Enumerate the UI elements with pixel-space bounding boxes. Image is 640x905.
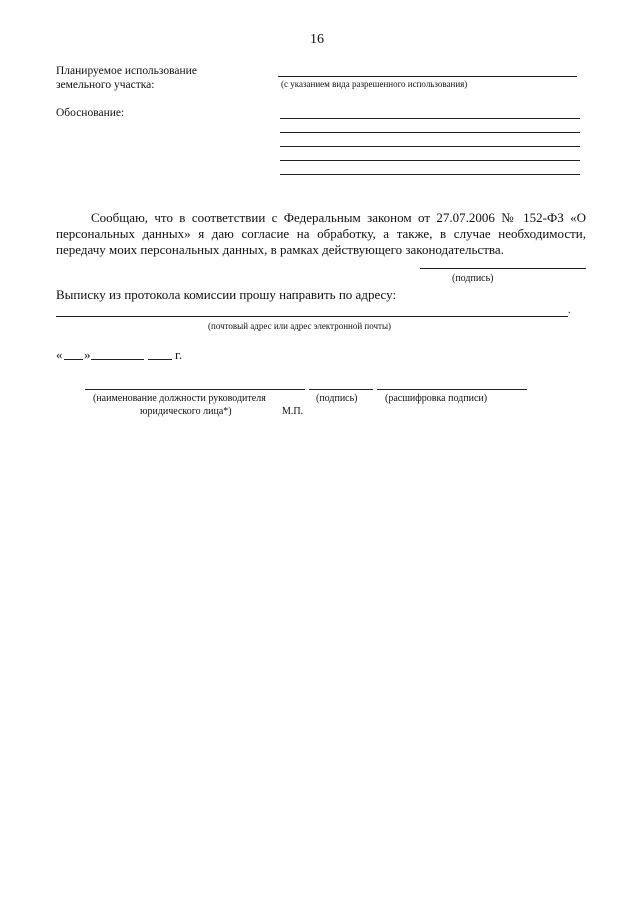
justification-line-2[interactable] [280,132,580,133]
land-use-caption: (с указанием вида разрешенного использования) [281,79,468,89]
stamp-place: М.П. [282,406,304,417]
address-line[interactable] [56,316,568,317]
consent-line-3: передачу моих персональных данных, в рамках действующего законодательства. [56,242,504,257]
decoding-line[interactable] [377,389,527,390]
date-year-suffix: г. [175,347,183,362]
signature-line[interactable] [420,268,586,269]
decoding-caption: (расшифровка подписи) [385,393,488,404]
date-open-quote: « [56,347,63,362]
signature-caption: (подпись) [452,273,494,284]
justification-line-3[interactable] [280,146,580,147]
date-year-line[interactable] [148,359,172,360]
land-use-fill-line[interactable] [278,76,577,77]
bottom-signature-line[interactable] [309,389,373,390]
position-caption-line1: (наименование должности руководителя [93,393,266,404]
date-month-line[interactable] [91,359,144,360]
justification-line-5[interactable] [280,174,580,175]
justification-line-1[interactable] [280,118,580,119]
land-use-label-line2: земельного участка: [56,79,155,91]
justification-label: Обоснование: [56,107,125,119]
land-use-label-line1: Планируемое использование [56,65,197,77]
date-day-line[interactable] [64,359,83,360]
justification-line-4[interactable] [280,160,580,161]
consent-paragraph [56,210,586,258]
bottom-signature-caption: (подпись) [316,393,358,404]
position-line[interactable] [85,389,305,390]
address-request-text: Выписку из протокола комиссии прошу направить по адресу: [56,287,397,302]
position-caption-line2: юридического лица*) [140,406,232,417]
address-caption: (почтовый адрес или адрес электронной почты) [208,321,392,331]
page-number: 16 [310,32,324,47]
consent-line-2: персональных данных» я даю согласие на обработку, а также, в случае необходимости, [56,226,586,241]
consent-line-1: Сообщаю, что в соответствии с Федеральным законом от 27.07.2006 № 152-ФЗ «О [91,210,586,225]
address-end-dot: . [568,305,571,316]
date-close-quote: » [84,347,91,362]
